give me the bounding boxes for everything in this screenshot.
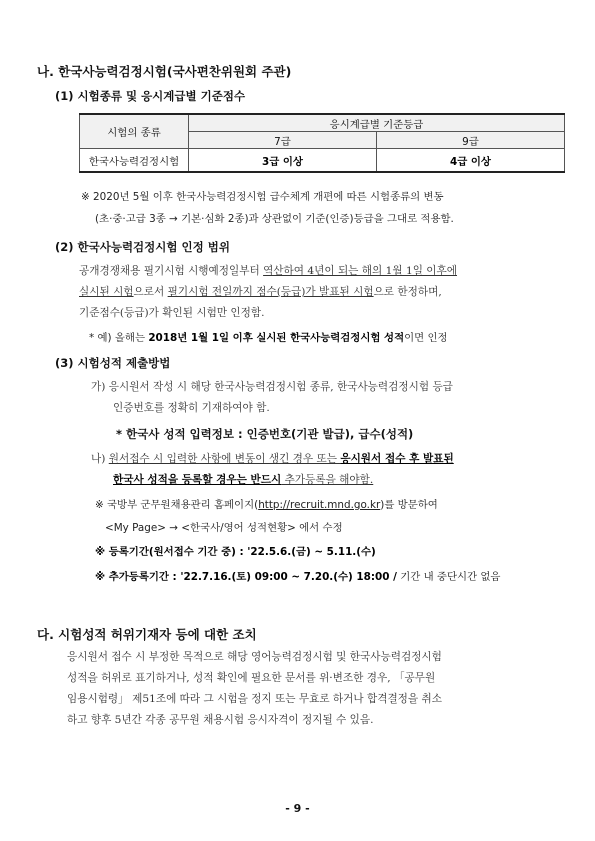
sub3-na-line2: 한국사 성적을 등록할 경우는 반드시 추가등록을 해야함. [113, 474, 374, 486]
sub1-title: (1) 시험종류 및 응시계급별 기준점수 [55, 89, 246, 103]
grade-9-header: 9급 [376, 132, 564, 149]
sub2-paragraph-line1: 공개경쟁채용 필기시험 시행예정일부터 역산하여 4년이 되는 해의 1월 1일 이후에 [79, 265, 458, 277]
section-na-title: 나. 한국사능력검정시험(국사편찬위원회 주관) [37, 64, 292, 79]
exam-type-header: 시험의 종류 [80, 114, 189, 149]
exam-name-cell: 한국사능력검정시험 [80, 149, 189, 173]
grade-header: 응시계급별 기준등급 [189, 114, 565, 132]
grade-7-value: 3급 이상 [189, 149, 377, 173]
sub2-paragraph-line3: 기준점수(등급)가 확인된 시험만 인정함. [79, 307, 265, 319]
sub3-mypage-path: <My Page> → <한국사/영어 성적현황> 에서 수정 [105, 522, 343, 534]
sub3-ga-line2: 인증번호를 정확히 기재하여야 함. [113, 402, 270, 414]
grade-table [79, 113, 565, 173]
sub3-homepage-ref: ※ 국방부 군무원채용관리 홈페이지(http://recruit.mnd.go.kr)를 방문하여 [95, 499, 438, 511]
sub3-additional-period: ※ 추가등록기간 : '22.7.16.(토) 09:00 ~ 7.20.(수) 18:00 / 기간 내 중단시간 없음 [95, 571, 501, 583]
section-da-line4: 하고 향후 5년간 각종 공무원 채용시험 응시자격이 정지될 수 있음. [67, 714, 374, 726]
section-da-title: 다. 시험성적 허위기재자 등에 대한 조치 [37, 627, 257, 642]
grade-7-header: 7급 [189, 132, 377, 149]
sub3-na-line1: 나) 원서접수 시 입력한 사항에 변동이 생긴 경우 또는 응시원서 접수 후 발표된 [91, 453, 454, 465]
grade-9-value: 4급 이상 [376, 149, 564, 173]
section-da-line2: 성적을 허위로 표기하거나, 성적 확인에 필요한 문서를 위·변조한 경우, 「공무원 [67, 672, 436, 684]
sub1-note-line2: (초·중·고급 3종 → 기본·심화 2종)과 상관없이 기준(인증)등급을 그대로 적용함. [95, 213, 454, 225]
page-number: - 9 - [285, 802, 310, 815]
recruit-homepage-link[interactable]: http://recruit.mnd.go.kr [258, 499, 381, 511]
sub2-example: * 예) 올해는 2018년 1월 1일 이후 실시된 한국사능력검정시험 성적이면 인정 [89, 332, 448, 344]
sub3-title: (3) 시험성적 제출방법 [55, 356, 171, 370]
section-da-line1: 응시원서 접수 시 부정한 목적으로 해당 영어능력검정시험 및 한국사능력검정시험 [67, 651, 442, 663]
sub2-title: (2) 한국사능력검정시험 인정 범위 [55, 240, 230, 254]
sub2-paragraph-line2: 실시된 시험으로서 필기시험 전일까지 점수(등급)가 발표된 시험으로 한정하며, [79, 286, 442, 298]
sub3-ga-line1: 가) 응시원서 작성 시 해당 한국사능력검정시험 종류, 한국사능력검정시험 등급 [91, 381, 453, 393]
sub1-note-line1: ※ 2020년 5월 이후 한국사능력검정시험 급수체계 개편에 따른 시험종류의 변동 [81, 191, 444, 203]
sub3-star-note: * 한국사 성적 입력정보 : 인증번호(기관 발급), 급수(성적) [116, 427, 414, 441]
section-da-line3: 임용시험령」 제51조에 따라 그 시험을 정지 또는 무효로 하거나 합격결정을 취소 [67, 693, 442, 705]
sub3-registration-period: ※ 등록기간(원서접수 기간 중) : '22.5.6.(금) ~ 5.11.(수) [95, 546, 376, 558]
